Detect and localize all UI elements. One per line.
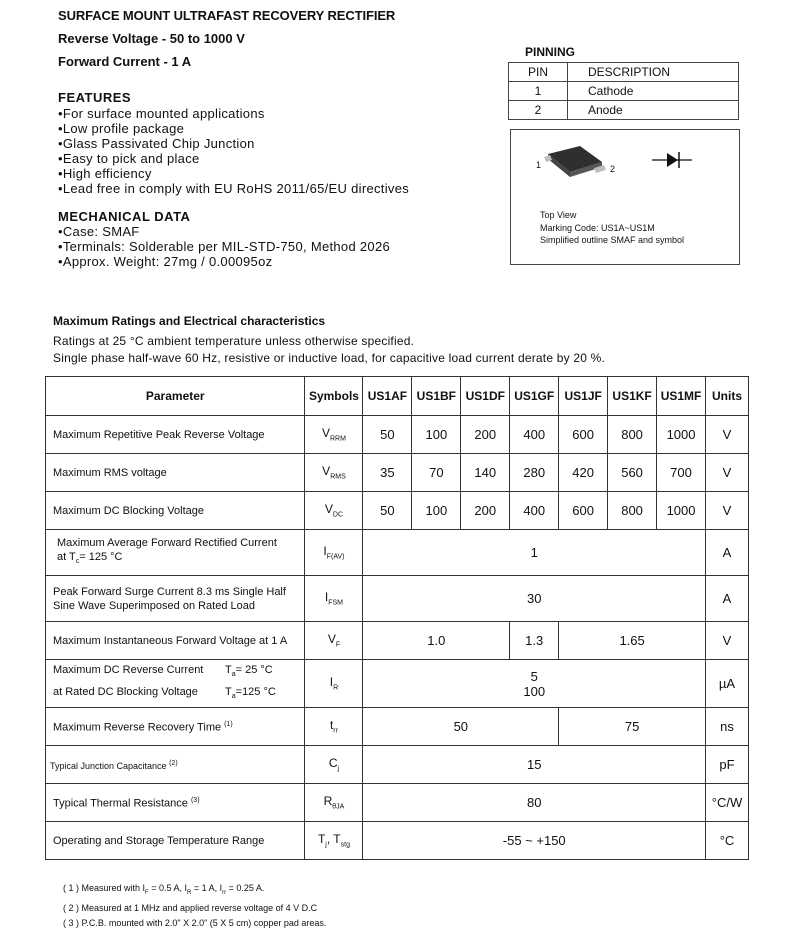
top-view-label: Top View	[540, 210, 577, 220]
param-line: at Rated DC Blocking Voltage $T_a=125$ °C	[53, 686, 276, 701]
table-row	[46, 530, 749, 576]
reverse-voltage-heading: Reverse Voltage - 50 to 1000 V	[58, 31, 245, 46]
table-header-row	[46, 377, 749, 416]
value-cell: 50	[363, 416, 412, 454]
unit-cell: pF	[706, 746, 749, 784]
param-line: Peak Forward Surge Current 8.3 ms Single Half	[53, 585, 286, 598]
pinning-table	[508, 62, 739, 120]
symbol-vdc: $V_{DC}$	[305, 492, 363, 530]
value-cell: 400	[510, 492, 559, 530]
mechanical-item: • Terminals: Solderable per MIL-STD-750, Method 2026	[58, 239, 390, 254]
value-cell: 1.65	[559, 622, 706, 660]
param-trr: Maximum Reverse Recovery Time $^{(1)}$	[46, 708, 305, 746]
table-row	[46, 576, 749, 622]
param-cj: Typical Junction Capacitance $^{(2)}$	[46, 746, 305, 784]
feature-item: • For surface mounted applications	[58, 106, 409, 121]
table-row	[509, 82, 739, 101]
value-cell: 15	[363, 746, 706, 784]
table-row	[509, 101, 739, 120]
unit-cell: A	[706, 530, 749, 576]
value-cell: 35	[363, 454, 412, 492]
part-header: US1GF	[510, 377, 559, 416]
value-cell: 100	[412, 492, 461, 530]
part-header: US1JF	[559, 377, 608, 416]
table-row	[46, 746, 749, 784]
pin1-label: 1	[536, 160, 542, 170]
symbol-cj: $C_j$	[305, 746, 363, 784]
param-vf: Maximum Instantaneous Forward Voltage at 1 A	[46, 622, 305, 660]
table-row	[509, 63, 739, 82]
table-row	[46, 416, 749, 454]
table-row	[46, 492, 749, 530]
mechanical-data-list	[58, 224, 390, 269]
feature-item: • Lead free in comply with EU RoHS 2011/65/EU directives	[58, 181, 409, 196]
footnote-3: ( 3 ) P.C.B. mounted with 2.0" X 2.0" (5 X 5 cm) copper pad areas.	[63, 917, 327, 928]
forward-current-heading: Forward Current - 1 A	[58, 54, 192, 69]
param-line: Sine Wave Superimposed on Rated Load	[53, 599, 255, 612]
param-ifsm	[46, 576, 305, 622]
ratings-note-2: Single phase half-wave 60 Hz, resistive or inductive load, for capacitive load current derate by 20 %.	[53, 351, 606, 365]
part-header: US1DF	[461, 377, 510, 416]
mechanical-data-title: MECHANICAL DATA	[58, 209, 191, 224]
ratings-note-1: Ratings at 25 °C ambient temperature unless otherwise specified.	[53, 334, 415, 348]
feature-item: • Low profile package	[58, 121, 409, 136]
part-header: US1AF	[363, 377, 412, 416]
param-vrms: Maximum RMS voltage	[46, 454, 305, 492]
value-cell: 600	[559, 416, 608, 454]
table-row	[46, 454, 749, 492]
value-cell: 1	[363, 530, 706, 576]
unit-cell: A	[706, 576, 749, 622]
value-cell: 800	[608, 492, 657, 530]
symbols-header: Symbols	[305, 377, 363, 416]
value-cell: -55 ~ +150	[363, 822, 706, 860]
value-cell: 1.0	[363, 622, 510, 660]
symbol-ir: $I_R$	[305, 660, 363, 708]
value-cell: 80	[363, 784, 706, 822]
symbol-vrms: $V_{RMS}$	[305, 454, 363, 492]
package-caption	[540, 209, 684, 247]
value-cell: 50	[363, 492, 412, 530]
value-cell: 100	[412, 416, 461, 454]
part-header: US1MF	[657, 377, 706, 416]
pinning-title: PINNING	[525, 45, 576, 59]
value-cell: 70	[412, 454, 461, 492]
symbol-trr: $t_{rr}$	[305, 708, 363, 746]
value-cell: 50	[363, 708, 559, 746]
unit-cell: °C/W	[706, 784, 749, 822]
feature-item: • Easy to pick and place	[58, 151, 409, 166]
value-cell	[363, 660, 706, 708]
table-row	[46, 784, 749, 822]
ratings-title: Maximum Ratings and Electrical characteristics	[53, 314, 326, 328]
footnote-1: ( 1 ) Measured with $I_F = 0.5$ A, $I_R = 1$ A, $I_{rr} = 0.25$ A.	[63, 883, 265, 896]
symbol-ifav: $I_{F(AV)}$	[305, 530, 363, 576]
features-list	[58, 106, 409, 196]
mechanical-item: • Approx. Weight: 27mg / 0.00095oz	[58, 254, 390, 269]
footnote-2: ( 2 ) Measured at 1 MHz and applied reverse voltage of 4 V D.C	[63, 902, 318, 913]
param-vrrm: Maximum Repetitive Peak Reverse Voltage	[46, 416, 305, 454]
units-header: Units	[706, 377, 749, 416]
value-cell: 1000	[657, 492, 706, 530]
table-row	[46, 660, 749, 708]
part-header: US1KF	[608, 377, 657, 416]
unit-cell: °C	[706, 822, 749, 860]
unit-cell: ns	[706, 708, 749, 746]
symbol-vrrm: $V_{RRM}$	[305, 416, 363, 454]
param-line: at $T_c= 125$ °C	[57, 550, 123, 566]
table-row	[46, 708, 749, 746]
feature-item: • Glass Passivated Chip Junction	[58, 136, 409, 151]
mechanical-item: • Case: SMAF	[58, 224, 390, 239]
param-ir	[46, 660, 305, 708]
value-cell: 700	[657, 454, 706, 492]
footnotes	[63, 881, 326, 931]
value-line: 100	[523, 683, 546, 699]
param-line: Maximum Average Forward Rectified Current	[57, 536, 277, 549]
value-cell: 400	[510, 416, 559, 454]
smaf-package-icon	[540, 140, 710, 185]
feature-item: • High efficiency	[58, 166, 409, 181]
symbol-ifsm: $I_{FSM}$	[305, 576, 363, 622]
param-line: Maximum DC Reverse Current $T_a= 25$ °C	[53, 663, 273, 678]
characteristics-table	[45, 376, 749, 860]
param-rth: Typical Thermal Resistance $^{(3)}$	[46, 784, 305, 822]
pin2-label: 2	[610, 164, 616, 174]
value-cell: 200	[461, 416, 510, 454]
value-cell: 1.3	[510, 622, 559, 660]
pin-description: Anode	[568, 101, 739, 120]
description-header: DESCRIPTION	[568, 63, 739, 82]
param-ifav	[46, 530, 305, 576]
value-cell: 420	[559, 454, 608, 492]
value-cell: 1000	[657, 416, 706, 454]
pin-header: PIN	[509, 63, 568, 82]
value-cell: 560	[608, 454, 657, 492]
value-cell: 140	[461, 454, 510, 492]
param-temp: Operating and Storage Temperature Range	[46, 822, 305, 860]
value-cell: 30	[363, 576, 706, 622]
symbol-vf: $V_F$	[305, 622, 363, 660]
unit-cell: µA	[706, 660, 749, 708]
table-row	[46, 822, 749, 860]
pin-number: 2	[509, 101, 568, 120]
document-title: SURFACE MOUNT ULTRAFAST RECOVERY RECTIFIER	[58, 8, 396, 23]
value-cell: 800	[608, 416, 657, 454]
part-header: US1BF	[412, 377, 461, 416]
unit-cell: V	[706, 622, 749, 660]
outline-label: Simplified outline SMAF and symbol	[540, 235, 685, 245]
value-cell: 600	[559, 492, 608, 530]
value-cell: 75	[559, 708, 706, 746]
param-vdc: Maximum DC Blocking Voltage	[46, 492, 305, 530]
parameter-header: Parameter	[46, 377, 305, 416]
table-row	[46, 622, 749, 660]
value-cell: 280	[510, 454, 559, 492]
pin-number: 1	[509, 82, 568, 101]
symbol-rth: $R_{\theta JA}$	[305, 784, 363, 822]
value-cell: 200	[461, 492, 510, 530]
features-title: FEATURES	[58, 90, 132, 105]
unit-cell: V	[706, 492, 749, 530]
symbol-temp: $T_j$, $T_{stg}$	[305, 822, 363, 860]
value-line: 5	[530, 668, 538, 684]
unit-cell: V	[706, 416, 749, 454]
unit-cell: V	[706, 454, 749, 492]
marking-code-label: Marking Code: US1A~US1M	[540, 222, 655, 233]
pin-description: Cathode	[568, 82, 739, 101]
